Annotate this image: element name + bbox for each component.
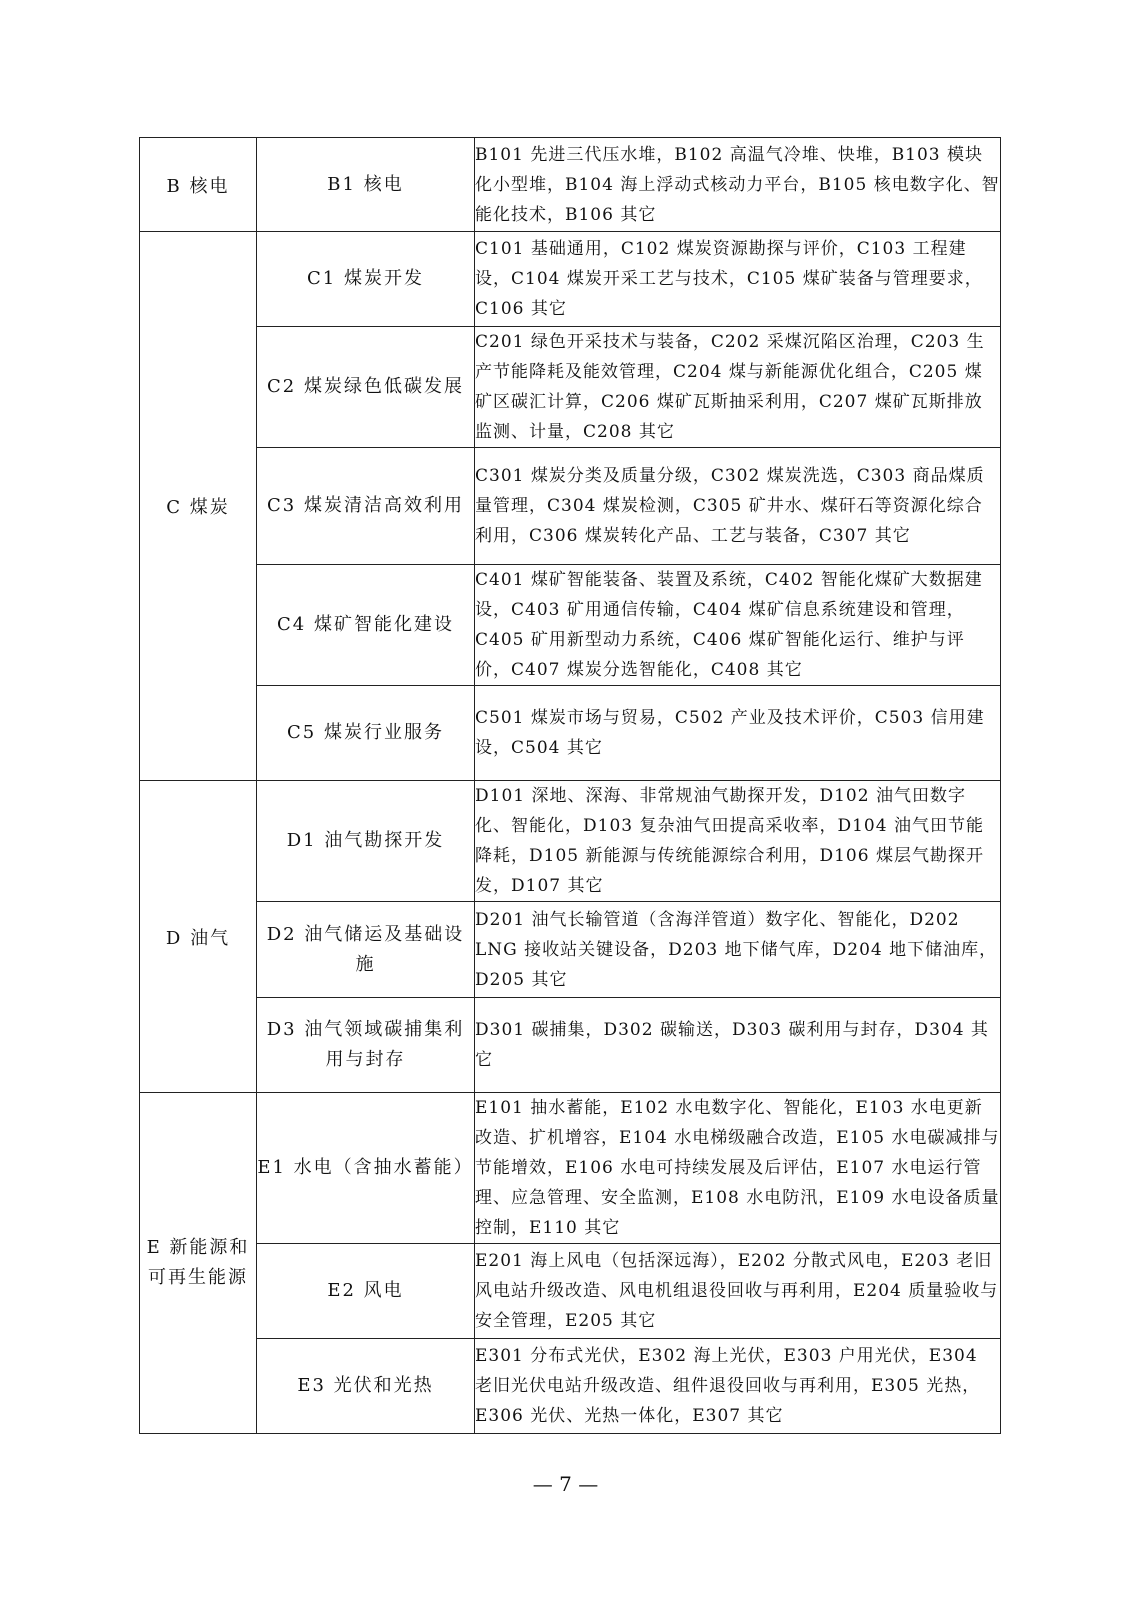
items-cell: C201 绿色开采技术与装备，C202 采煤沉陷区治理，C203 生产节能降耗及能效管理，C204 煤与新能源优化组合，C205 煤矿区碳汇计算，C206 煤矿瓦斯抽采利用，C207 煤矿瓦斯排放监测、计量，C208 其它 bbox=[475, 327, 1001, 448]
category-cell bbox=[140, 1093, 257, 1434]
table-row bbox=[140, 448, 1001, 565]
table-row bbox=[140, 686, 1001, 781]
items-cell: E101 抽水蓄能，E102 水电数字化、智能化，E103 水电更新改造、扩机增容，E104 水电梯级融合改造，E105 水电碳减排与节能增效，E106 水电可持续发展及后评估，E107 水电运行管理、应急管理、安全监测，E108 水电防汛，E109 水电设备质量控制，E110 其它 bbox=[475, 1093, 1001, 1244]
items-cell: C401 煤矿智能装备、装置及系统，C402 智能化煤矿大数据建设，C403 矿用通信传输，C404 煤矿信息系统建设和管理，C405 矿用新型动力系统，C406 煤矿智能化运行、维护与评价，C407 煤炭分选智能化，C408 其它 bbox=[475, 565, 1001, 686]
subcategory-cell: C1 煤炭开发 bbox=[257, 232, 475, 327]
items-cell: B101 先进三代压水堆，B102 高温气冷堆、快堆，B103 模块化小型堆，B104 海上浮动式核动力平台，B105 核电数字化、智能化技术，B106 其它 bbox=[475, 138, 1001, 232]
items-cell: C101 基础通用，C102 煤炭资源勘探与评价，C103 工程建设，C104 煤炭开采工艺与技术，C105 煤矿装备与管理要求，C106 其它 bbox=[475, 232, 1001, 327]
subcategory-cell: C4 煤矿智能化建设 bbox=[257, 565, 475, 686]
table-row bbox=[140, 565, 1001, 686]
items-cell: D201 油气长输管道（含海洋管道）数字化、智能化，D202 LNG 接收站关键设备，D203 地下储气库，D204 地下储油库，D205 其它 bbox=[475, 902, 1001, 998]
category-cell: C 煤炭 bbox=[140, 232, 257, 781]
table-row bbox=[140, 1093, 1001, 1244]
items-cell: D301 碳捕集，D302 碳输送，D303 碳利用与封存，D304 其它 bbox=[475, 998, 1001, 1093]
category-cell: B 核电 bbox=[140, 138, 257, 232]
subcategory-cell: C5 煤炭行业服务 bbox=[257, 686, 475, 781]
subcategory-cell: E1 水电（含抽水蓄能） bbox=[257, 1093, 475, 1244]
items-cell: C501 煤炭市场与贸易，C502 产业及技术评价，C503 信用建设，C504 其它 bbox=[475, 686, 1001, 781]
table-row bbox=[140, 998, 1001, 1093]
subcategory-cell: E2 风电 bbox=[257, 1244, 475, 1339]
items-cell: E301 分布式光伏，E302 海上光伏，E303 户用光伏，E304 老旧光伏电站升级改造、组件退役回收与再利用，E305 光热，E306 光伏、光热一体化，E307 其它 bbox=[475, 1339, 1001, 1434]
subcategory-cell: D2 油气储运及基础设施 bbox=[257, 902, 475, 998]
subcategory-cell: C3 煤炭清洁高效利用 bbox=[257, 448, 475, 565]
items-cell: E201 海上风电（包括深远海），E202 分散式风电，E203 老旧风电站升级改造、风电机组退役回收与再利用，E204 质量验收与安全管理，E205 其它 bbox=[475, 1244, 1001, 1339]
table-row bbox=[140, 327, 1001, 448]
subcategory-cell: C2 煤炭绿色低碳发展 bbox=[257, 327, 475, 448]
category-label-line: 可再生能源 bbox=[148, 1267, 248, 1288]
table-row bbox=[140, 781, 1001, 902]
items-cell: D101 深地、深海、非常规油气勘探开发，D102 油气田数字化、智能化，D103 复杂油气田提高采收率，D104 油气田节能降耗，D105 新能源与传统能源综合利用，D106 煤层气勘探开发，D107 其它 bbox=[475, 781, 1001, 902]
subcategory-cell: B1 核电 bbox=[257, 138, 475, 232]
table-row bbox=[140, 232, 1001, 327]
table-row bbox=[140, 1244, 1001, 1339]
items-cell: C301 煤炭分类及质量分级，C302 煤炭洗选，C303 商品煤质量管理，C304 煤炭检测，C305 矿井水、煤矸石等资源化综合利用，C306 煤炭转化产品、工艺与装备，C307 其它 bbox=[475, 448, 1001, 565]
page-number: — 7 — bbox=[532, 1472, 599, 1496]
subcategory-cell: D1 油气勘探开发 bbox=[257, 781, 475, 902]
subcategory-cell: D3 油气领域碳捕集利用与封存 bbox=[257, 998, 475, 1093]
category-cell: D 油气 bbox=[140, 781, 257, 1093]
table-row bbox=[140, 902, 1001, 998]
category-label-line: E 新能源和 bbox=[146, 1237, 250, 1258]
subcategory-cell: E3 光伏和光热 bbox=[257, 1339, 475, 1434]
table-row bbox=[140, 138, 1001, 232]
table-row bbox=[140, 1339, 1001, 1434]
standards-table bbox=[139, 137, 1001, 1434]
